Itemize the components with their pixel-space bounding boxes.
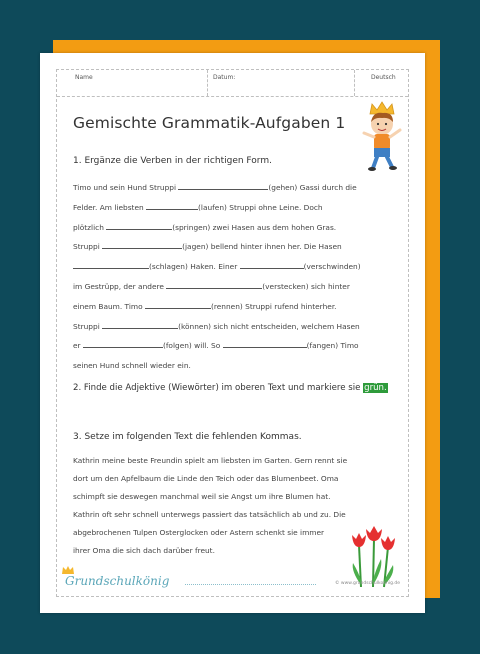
text-fragment: (rennen) Struppi rufend hinterher. [210, 301, 337, 311]
text-fragment: (gehen) Gassi durch die [268, 183, 357, 192]
text-fragment: im Gestrüpp, der andere [73, 281, 167, 291]
text-fragment: (verschwinden) [303, 262, 361, 272]
footer-dotted-line [185, 584, 316, 585]
header-divider [207, 70, 208, 96]
text-line: ihrer Oma die sich dach darüber freut. [73, 546, 215, 555]
header-divider [354, 70, 355, 96]
text-fragment: plötzlich [73, 222, 107, 232]
text-line [73, 336, 385, 356]
text-line: Kathrin oft sehr schnell unterwegs passiert das tatsächlich ab und zu. Die [73, 510, 346, 519]
text-fragment: (springen) zwei Hasen aus dem hohen Gras. [172, 222, 337, 232]
text-line [73, 198, 385, 218]
task2-heading [73, 383, 388, 393]
text-line [73, 317, 385, 337]
answer-blank[interactable] [106, 221, 172, 230]
text-fragment: (können) sich nicht entscheiden, welchem Hasen [178, 321, 360, 331]
text-fragment: Timo und sein Hund Struppi [73, 183, 179, 192]
text-line [73, 277, 385, 297]
answer-blank[interactable] [145, 300, 211, 309]
answer-blank[interactable] [166, 280, 262, 289]
text-line: abgebrochenen Tulpen Osterglocken oder Astern schenkt sie immer [73, 528, 325, 537]
task1-heading: 1. Ergänze die Verben in der richtigen Form. [73, 156, 272, 166]
text-fragment: (jagen) bellend hinter ihnen her. Die Hasen [182, 242, 342, 252]
answer-blank[interactable] [102, 320, 178, 329]
highlight-green-word: grün. [364, 383, 387, 393]
answer-blank[interactable] [223, 339, 307, 348]
answer-blank[interactable] [146, 201, 198, 210]
text-fragment: Struppi [73, 321, 103, 331]
text-line: schimpft sie deswegen manchmal weil sie Angst um ihre Blumen hat. [73, 492, 331, 501]
text-line [73, 356, 385, 376]
task2-heading-text: 2. Finde die Adjektive (Wiewörter) im oberen Text und markiere sie [73, 383, 361, 393]
text-line [73, 178, 385, 198]
text-fragment: (folgen) will. So [162, 341, 223, 351]
answer-blank[interactable] [83, 339, 163, 348]
text-fragment: (fangen) Timo [306, 341, 359, 351]
text-line [73, 297, 385, 317]
name-label: Name [75, 74, 93, 81]
answer-blank[interactable] [178, 181, 268, 190]
subject-label: Deutsch [371, 74, 396, 81]
text-line: Kathrin meine beste Freundin spielt am liebsten im Garten. Gern rennt sie [73, 456, 348, 465]
text-line [73, 218, 385, 238]
text-fragment: seinen Hund schnell wieder ein. [73, 361, 191, 371]
task3-text [73, 452, 385, 560]
date-label: Datum: [213, 74, 236, 81]
text-fragment: einem Baum. Timo [73, 301, 145, 311]
answer-blank[interactable] [240, 260, 304, 269]
answer-blank[interactable] [102, 240, 182, 249]
brand-logo-text: Grundschulkönig [65, 574, 170, 588]
worksheet-title: Gemischte Grammatik-Aufgaben 1 [73, 114, 346, 132]
text-line [73, 257, 385, 277]
task1-text [73, 178, 385, 376]
footer [57, 566, 408, 596]
header-row [57, 70, 408, 97]
text-fragment: er [73, 341, 83, 351]
text-fragment: Felder. Am liebsten [73, 202, 147, 212]
text-line [73, 237, 385, 257]
boy-illustration-icon [357, 100, 407, 172]
text-fragment: (verstecken) sich hinter [262, 281, 350, 291]
task3-heading: 3. Setze im folgenden Text die fehlenden Kommas. [73, 432, 302, 442]
worksheet-page [40, 53, 425, 613]
text-fragment: Struppi [73, 242, 103, 252]
website-credit: © www.grundschulkoenig.de [334, 581, 400, 586]
text-line: dort um den Apfelbaum die Linde den Teich oder das Blumenbeet. Oma [73, 474, 339, 483]
crown-icon [62, 566, 74, 574]
worksheet-border [56, 69, 409, 597]
text-fragment: (schlagen) Haken. Einer [149, 262, 240, 272]
text-fragment: (laufen) Struppi ohne Leine. Doch [198, 202, 323, 212]
answer-blank[interactable] [73, 260, 149, 269]
